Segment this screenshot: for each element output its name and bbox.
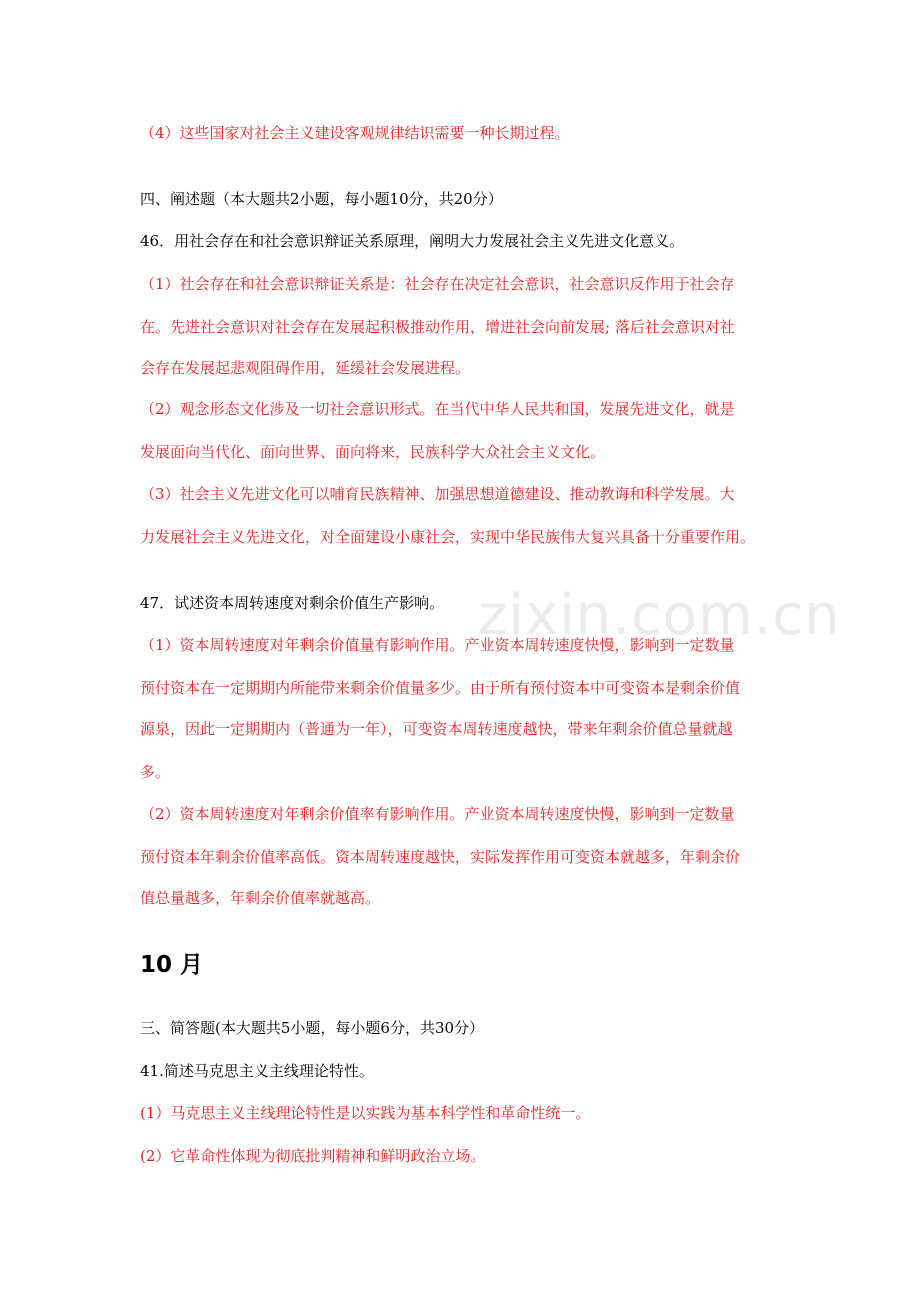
- answer-line: （4）这些国家对社会主义建设客观规律结识需要一种长期过程。: [140, 124, 570, 142]
- answer-line: 力发展社会主义先进文化，对全面建设小康社会，实现中华民族伟大复兴具备十分重要作用。: [140, 528, 756, 546]
- question-41: 41.简述马克思主义主线理论特性。: [140, 1062, 374, 1080]
- question-46: 46．用社会存在和社会意识辩证关系原理，阐明大力发展社会主义先进文化意义。: [140, 232, 685, 250]
- section-heading-short-answer: 三、简答题(本大题共5小题，每小题6分，共30分）: [140, 1019, 485, 1037]
- answer-line: 多。: [140, 763, 171, 781]
- question-47: 47．试述资本周转速度对剩余价值生产影响。: [140, 594, 445, 612]
- answer-line: （1）社会存在和社会意识辩证关系是：社会存在决定社会意识，社会意识反作用于社会存: [140, 275, 735, 293]
- answer-line: 源泉，因此一定期期内（普通为一年），可变资本周转速度越快，带来年剩余价值总量就越: [140, 720, 733, 738]
- month-heading: 10 月: [140, 952, 204, 978]
- answer-line: (1）马克思主义主线理论特性是以实践为基本科学性和革命性统一。: [140, 1104, 591, 1122]
- answer-line: (2）它革命性体现为彻底批判精神和鲜明政治立场。: [140, 1147, 486, 1165]
- answer-line: 会存在发展起悲观阻碍作用，延缓社会发展进程。: [140, 359, 471, 377]
- answer-line: （3）社会主义先进文化可以哺育民族精神、加强思想道德建设、推动教诲和科学发展。大: [140, 485, 735, 503]
- answer-line: 预付资本年剩余价值率高低。资本周转速度越快，实际发挥作用可变资本就越多，年剩余价: [140, 848, 741, 866]
- answer-line: 发展面向当代化、面向世界、面向将来，民族科学大众社会主义文化。: [140, 443, 606, 461]
- answer-line: （2）资本周转速度对年剩余价值率有影响作用。产业资本周转速度快慢，影响到一定数量: [140, 805, 735, 823]
- svg-text:zixin.com.cn: zixin.com.cn: [478, 583, 841, 648]
- answer-line: 在。先进社会意识对社会存在发展起积极推动作用，增进社会向前发展; 落后社会意识对社: [140, 318, 735, 336]
- answer-line: （2）观念形态文化涉及一切社会意识形式。在当代中华人民共和国，发展先进文化，就是: [140, 400, 735, 418]
- answer-line: 值总量越多，年剩余价值率就越高。: [140, 889, 381, 907]
- answer-line: （1）资本周转速度对年剩余价值量有影响作用。产业资本周转速度快慢，影响到一定数量: [140, 636, 735, 654]
- section-heading-essay: 四、阐述题（本大题共2小题，每小题10分，共20分）: [140, 190, 503, 208]
- answer-line: 预付资本在一定期期内所能带来剩余价值量多少。由于所有预付资本中可变资本是剩余价值: [140, 679, 741, 697]
